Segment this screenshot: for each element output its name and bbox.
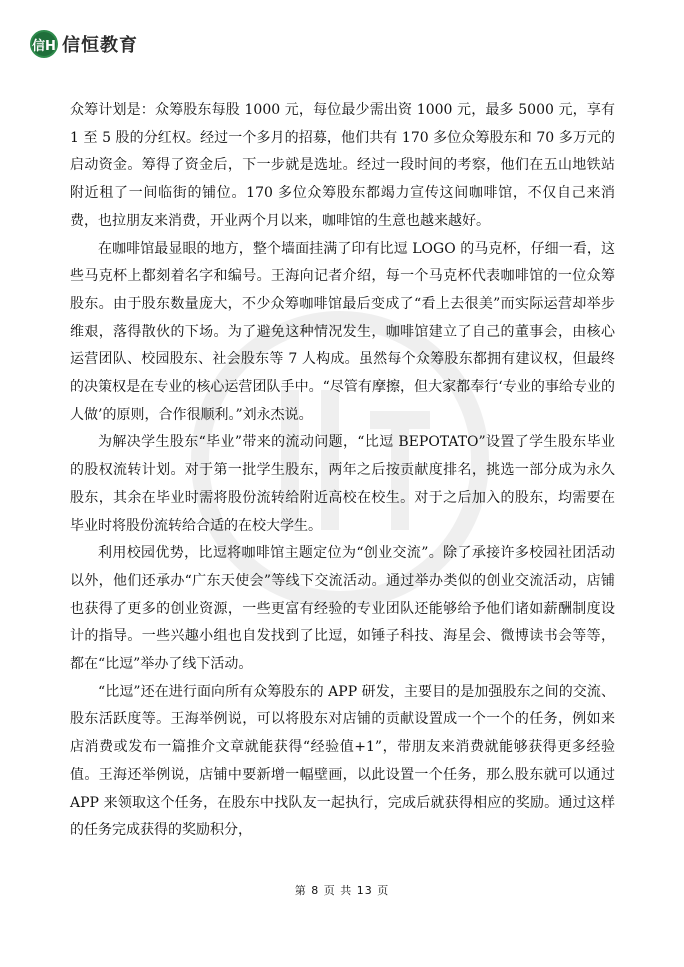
document-body — [70, 97, 615, 845]
paragraph-2: 在咖啡馆最显眼的地方，整个墙面挂满了印有比逗 LOGO 的马克杯，仔细一看，这些马克杯上都刻着名字和编号。王海向记者介绍，每一个马克杯代表咖啡馆的一位众筹股东。由于股东数量庞大，不少众筹咖啡馆最后变成了“看上去很美”而实际运营却举步维艰，落得散伙的下场。为了避免这种情况发生，咖啡馆建立了自己的董事会，由核心运营团队、校园股东、社会股东等 7 人构成。虽然每个众筹股东都拥有建议权，但最终的决策权是在专业的核心运营团队手中。“尽管有摩擦，但大家都奉行‘专业的事给专业的人做’的原则，合作很顺利。”刘永杰说。 — [70, 240, 615, 423]
paragraph-1: 众筹计划是：众筹股东每股 1000 元，每位最少需出资 1000 元，最多 5000 元，享有 1 至 5 股的分红权。经过一个多月的招募，他们共有 170 多位众筹股东和 70 多万元的启动资金。筹得了资金后，下一步就是选址。经过一段时间的考察，他们在五山地铁站附近租了一间临街的铺位。170 多位众筹股东都竭力宣传这间咖啡馆，不仅自己来消费，也拉朋友来消费，开业两个月以来，咖啡馆的生意也越来越好。 — [70, 102, 615, 229]
paragraph-5: “比逗”还在进行面向所有众筹股东的 APP 研发，主要目的是加强股东之间的交流、股东活跃度等。王海举例说，可以将股东对店铺的贡献设置成一个一个的任务，例如来店消费或发布一篇推介文章就能获得“经验值+1”，带朋友来消费就能够获得更多经验值。王海还举例说，店铺中要新增一幅壁画，以此设置一个任务，那么股东就可以通过 APP 来领取这个任务，在股东中找队友一起执行，完成后就获得相应的奖励。通过这样的任务完成获得的奖励积分， — [70, 683, 615, 839]
logo-text: 信恒教育 — [62, 35, 138, 56]
paragraph-3: 为解决学生股东“毕业”带来的流动问题，“比逗 BEPOTATO”设置了学生股东毕业的股权流转计划。对于第一批学生股东，两年之后按贡献度排名，挑选一部分成为永久股东，其余在毕业时需将股份流转给附近高校在校生。对于之后加入的股东，均需要在毕业时将股份流转给合适的在校大学生。 — [70, 434, 615, 534]
header-logo — [30, 30, 138, 58]
page-number: 第 8 页 共 13 页 — [294, 884, 390, 897]
logo-icon: 信H — [30, 30, 58, 58]
paragraph-4: 利用校园优势，比逗将咖啡馆主题定位为“创业交流”。除了承接许多校园社团活动以外，他们还承办“广东天使会”等线下交流活动。通过举办类似的创业交流活动，店铺也获得了更多的创业资源，一些更富有经验的专业团队还能够给予他们诸如薪酬制度设计的指导。一些兴趣小组也自发找到了比逗，如锤子科技、海星会、微博读书会等等，都在“比逗”举办了线下活动。 — [70, 545, 615, 673]
